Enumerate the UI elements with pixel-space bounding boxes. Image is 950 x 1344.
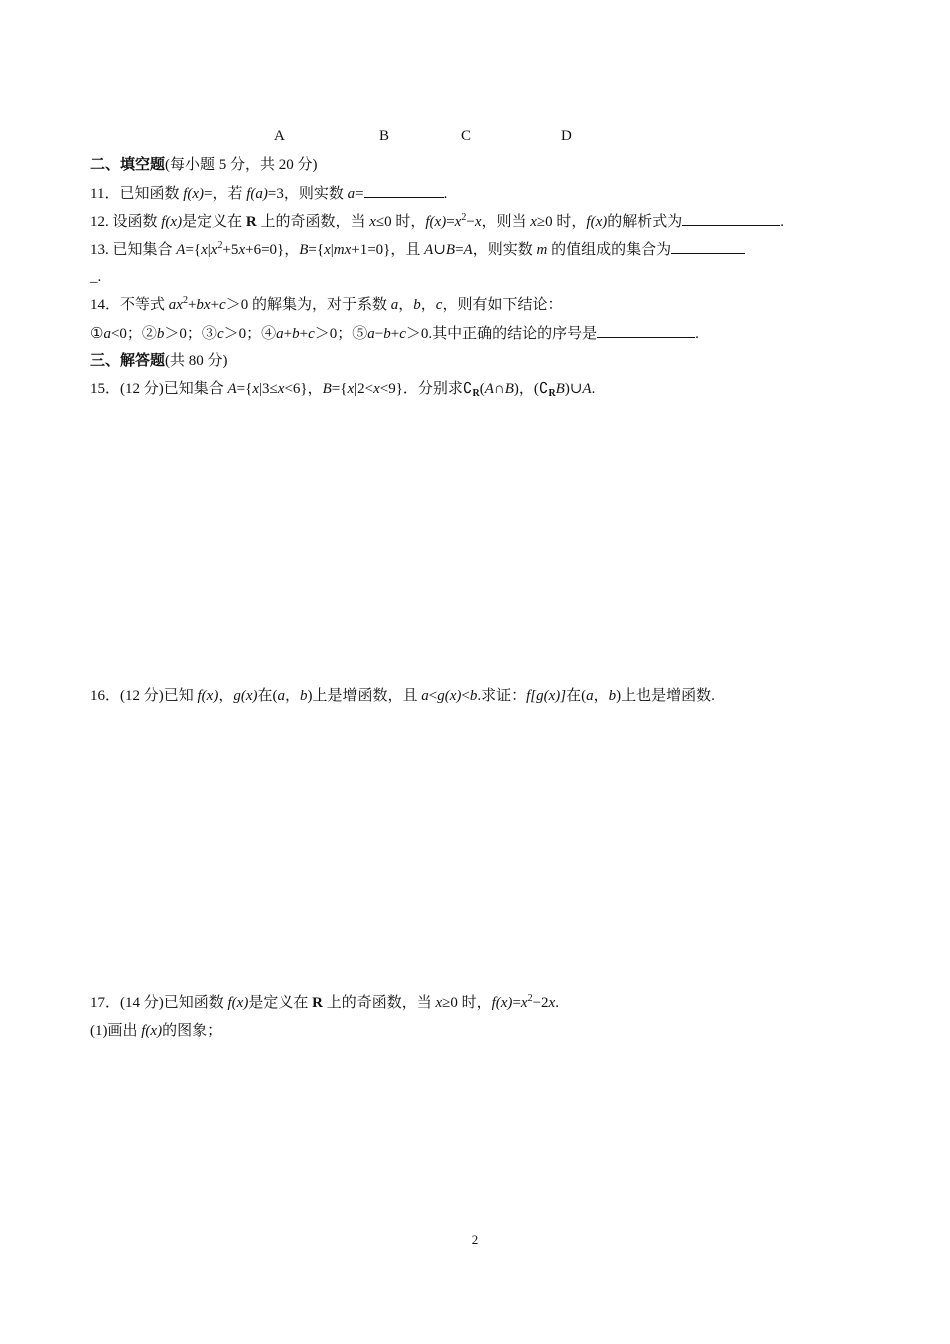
question-12: 12. 设函数 f(x)是定义在 R 上的奇函数，当 x≤0 时，$f(x)=x^2-x$，则当 x≥0 时，f(x)的解析式为 . [90, 212, 784, 230]
answer-blank[interactable] [364, 183, 444, 198]
question-15: 15．(12 分)已知集合 A={x|3≤x<6}，B={x|2<x<9}．分别求$∁_R(A\cap B)$，$(∁_RB)\cup A$. [90, 381, 596, 399]
option-c-label: C [461, 128, 472, 144]
answer-blank[interactable] [682, 211, 780, 226]
question-13-continued: _. [90, 269, 102, 285]
question-17: 17．(14 分)已知函数 f(x)是定义在 R 上的奇函数，当 x≥0 时，$f(x)=x^2-2x$. [90, 993, 559, 1011]
question-11: 11．已知函数 f(x)=，若 f(a)=3，则实数 a= . [90, 183, 447, 204]
page-number: 2 [471, 1232, 479, 1247]
question-13: 13. 已知集合 $A=\{x|x^2+5x+6=0\}$，B={x|mx+1=0}，且 A∪B=A，则实数 m 的值组成的集合为 [90, 239, 745, 260]
option-b-label: B [379, 128, 390, 144]
question-14-conclusions: ①a<0；②b＞0；③c＞0；④a+b+c＞0；⑤a−b+c＞0.其中正确的结论的序号是 . [90, 323, 699, 344]
answer-blank[interactable] [597, 323, 695, 338]
option-d-label: D [561, 128, 572, 144]
question-14: 14．不等式 $ax^2+bx+c>0$ 的解集为，对于系数 a，b，c，则有如下结论： [90, 295, 563, 313]
section2-heading: 二、填空题(每小题 5 分，共 20 分) [90, 157, 318, 173]
option-a-label: A [274, 128, 285, 144]
section3-heading: 三、解答题(共 80 分) [90, 353, 228, 369]
question-17-part-1: (1)画出 f(x)的图象； [90, 1023, 223, 1039]
answer-blank[interactable] [671, 239, 745, 254]
question-16: 16．(12 分)已知 f(x)，g(x)在(a，b)上是增函数，且 a<g(x)<b.求证：f[g(x)]在(a，b)上也是增函数. [90, 688, 715, 704]
